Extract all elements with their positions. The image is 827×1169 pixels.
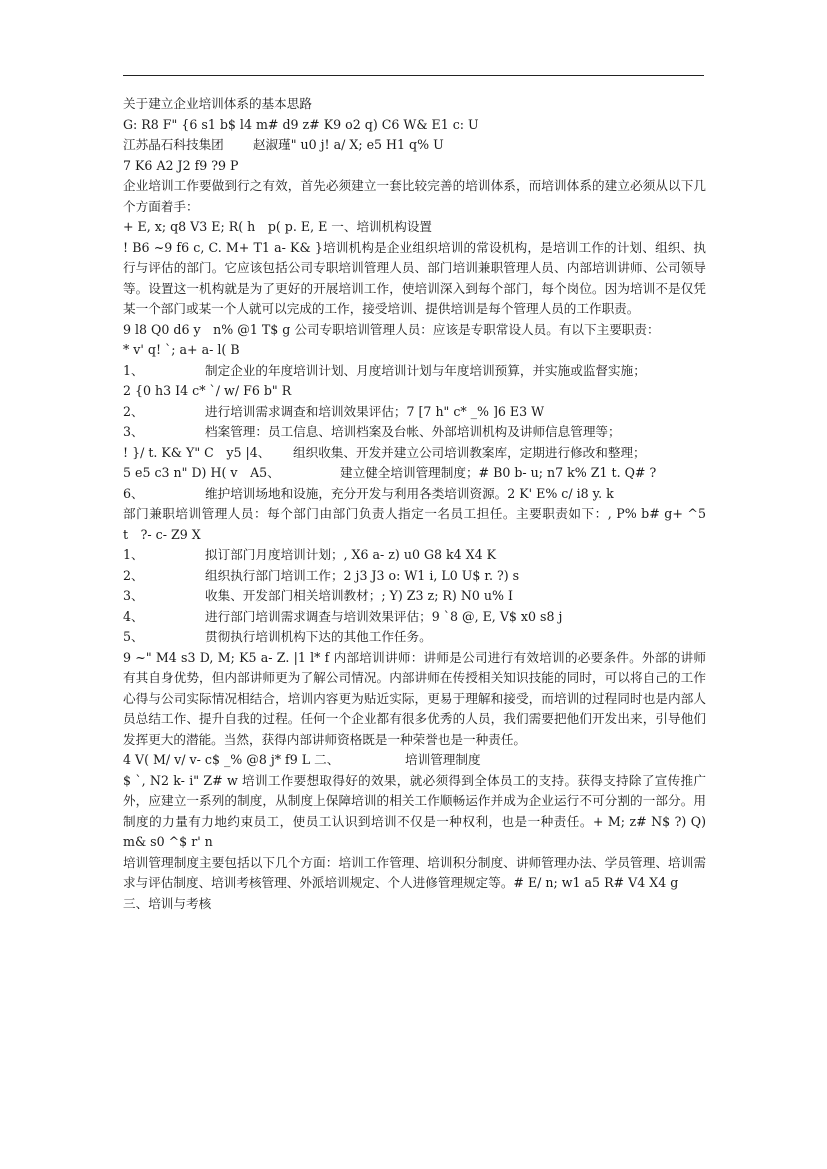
section-heading-1: + E, x; q8 V3 E; R( h p( p. E, E 一、培训机构设置 [123,219,433,234]
duty-number: 1、 [123,362,144,378]
duty-text: 维护培训场地和设施，充分开发与利用各类培训资源。2 K' E% c/ i8 y. k [205,485,614,501]
paragraph-system-list: 培训管理制度主要包括以下几个方面：培训工作管理、培训积分制度、讲师管理办法、学员管理、培训需求与评估制度、培训考核管理、外派培训规定、个人进修管理规定等。# E/ n; w1 a5 R# V4 X4 g [123,854,706,890]
duty-text: 进行部门培训需求调查与培训效果评估；9 `8 @, E, V$ x0 s8 j [205,608,563,624]
doc-title: 关于建立企业培训体系的基本思路 [123,96,312,111]
duty-text: 组织执行部门培训工作；2 j3 J3 o: W1 i, L0 U$ r. ?) s [205,567,520,583]
duty-item [123,566,706,587]
duty-item [123,361,706,382]
paragraph-internal-trainer: 9 ~" M4 s3 D, M; K5 a- Z. |1 l* f 内部培训讲师：讲师是公司进行有效培训的必要条件。外部的讲师有其自身优势，但内部讲师更为了解公司情况。内部讲师在传授相关知识技能的同时，可以将自己的工作心得与公司实际情况相结合，培训内容更为贴近实际，更易于理解和接受，而培训的过程同时也是内部人员总结工作、提升自我的过程。任何一个企业都有很多优秀的人员，我们需要把他们开发出来，引导他们发挥更大的潜能。当然，获得内部讲师资格既是一种荣誉也是一种责任。 [123,649,706,747]
document-body [123,94,706,914]
noise-line: * v' q! `; a+ a- l( B [123,342,240,357]
paragraph-dept-manager: 部门兼职培训管理人员：每个部门由部门负责人指定一名员工担任。主要职责如下：, P% b# g+ ^5 t ?- c- Z9 X [123,506,706,542]
duty-number: 5 e5 c3 n" D) H( v A5、 [123,465,280,480]
section-heading-prefix: 4 V( M/ v/ v- c$ _% @8 j* f9 L 二、 [123,752,340,767]
section-heading-2 [123,750,706,771]
duty-number: 5、 [123,629,144,644]
intro-paragraph: 企业培训工作要做到行之有效，首先必须建立一套比较完善的培训体系，而培训体系的建立必须从以下几个方面着手： [123,178,706,214]
duty-number: 6、 [123,485,144,501]
section-heading-title: 培训管理制度 [405,752,481,767]
duty-text: 拟订部门月度培训计划；, X6 a- z) u0 G8 k4 X4 K [205,547,497,562]
duty-item [123,422,706,443]
duty-number: 2、 [123,567,144,583]
paragraph-fulltime-manager: 9 l8 Q0 d6 y n% @1 T$ g 公司专职培训管理人员：应该是专职常设人员。有以下主要职责： [123,321,660,337]
duty-text: 进行培训需求调查和培训效果评估；7 [7 h" c* _% ]6 E3 W [205,403,545,419]
paragraph-management-system: $ `, N2 k- i" Z# w 培训工作要想取得好的效果，就必须得到全体员工的支持。获得支持除了宣传推广外，应建立一系列的制度，从制度上保障培训的相关工作顺畅运作并成为企业运行不可分割的一部分。用制度的力量有力地约束员工，使员工认识到培训不仅是一种权利，也是一种责任。+ M; z# N$ ?) Q) m& s0 ^$ r' n [123,772,706,849]
duty-number: 2、 [123,403,144,419]
duty-item [123,443,706,464]
duty-text: 档案管理：员工信息、培训档案及台帐、外部培训机构及讲师信息管理等； [205,424,621,439]
author-line: 江苏晶石科技集团 赵淑瑾" u0 j! a/ X; e5 H1 q% U [123,137,444,152]
duty-item [123,463,706,484]
duty-item [123,627,706,648]
duty-text: 收集、开发部门相关培训教材；; Y) Z3 z; R) N0 u% I [205,588,513,603]
noise-line: G: R8 F" {6 s1 b$ l4 m# d9 z# K9 o2 q) C6 W& E1 c: U [123,116,479,132]
duty-item [123,484,706,505]
noise-line: 7 K6 A2 J2 f9 ?9 P [123,157,239,173]
duty-number: 3、 [123,424,144,439]
duty-item [123,586,706,607]
duty-number: ! }/ t. K& Y" C y5 |4、 [123,444,271,460]
duty-number: 3、 [123,588,144,603]
duty-item [123,545,706,566]
noise-line: 2 {0 h3 I4 c* `/ w/ F6 b" R [123,383,292,398]
section-heading-3: 三、培训与考核 [123,895,212,911]
duty-number: 1、 [123,547,144,562]
paragraph-training-org: ! B6 ~9 f6 c, C. M+ T1 a- K& }培训机构是企业组织培训的常设机构，是培训工作的计划、组织、执行与评估的部门。它应该包括公司专职培训管理人员、部门培训兼职管理人员、内部培训讲师、公司领导等。设置这一机构就是为了更好的开展培训工作，使培训深入到每个部门，每个岗位。因为培训不是仅凭某一个部门或某一个人就可以完成的工作，接受培训、提供培训是每个管理人员的工作职责。 [123,239,706,316]
duty-item [123,402,706,423]
duty-text: 组织收集、开发并建立公司培训教案库，定期进行修改和整理； [293,444,646,460]
duty-text: 贯彻执行培训机构下达的其他工作任务。 [205,629,432,644]
header-rule [123,75,704,76]
duty-item [123,607,706,628]
duty-number: 4、 [123,608,144,624]
duty-text: 建立健全培训管理制度；# B0 b- u; n7 k% Z1 t. Q# ? [340,465,657,480]
duty-text: 制定企业的年度培训计划、月度培训计划与年度培训预算，并实施或监督实施； [205,362,646,378]
